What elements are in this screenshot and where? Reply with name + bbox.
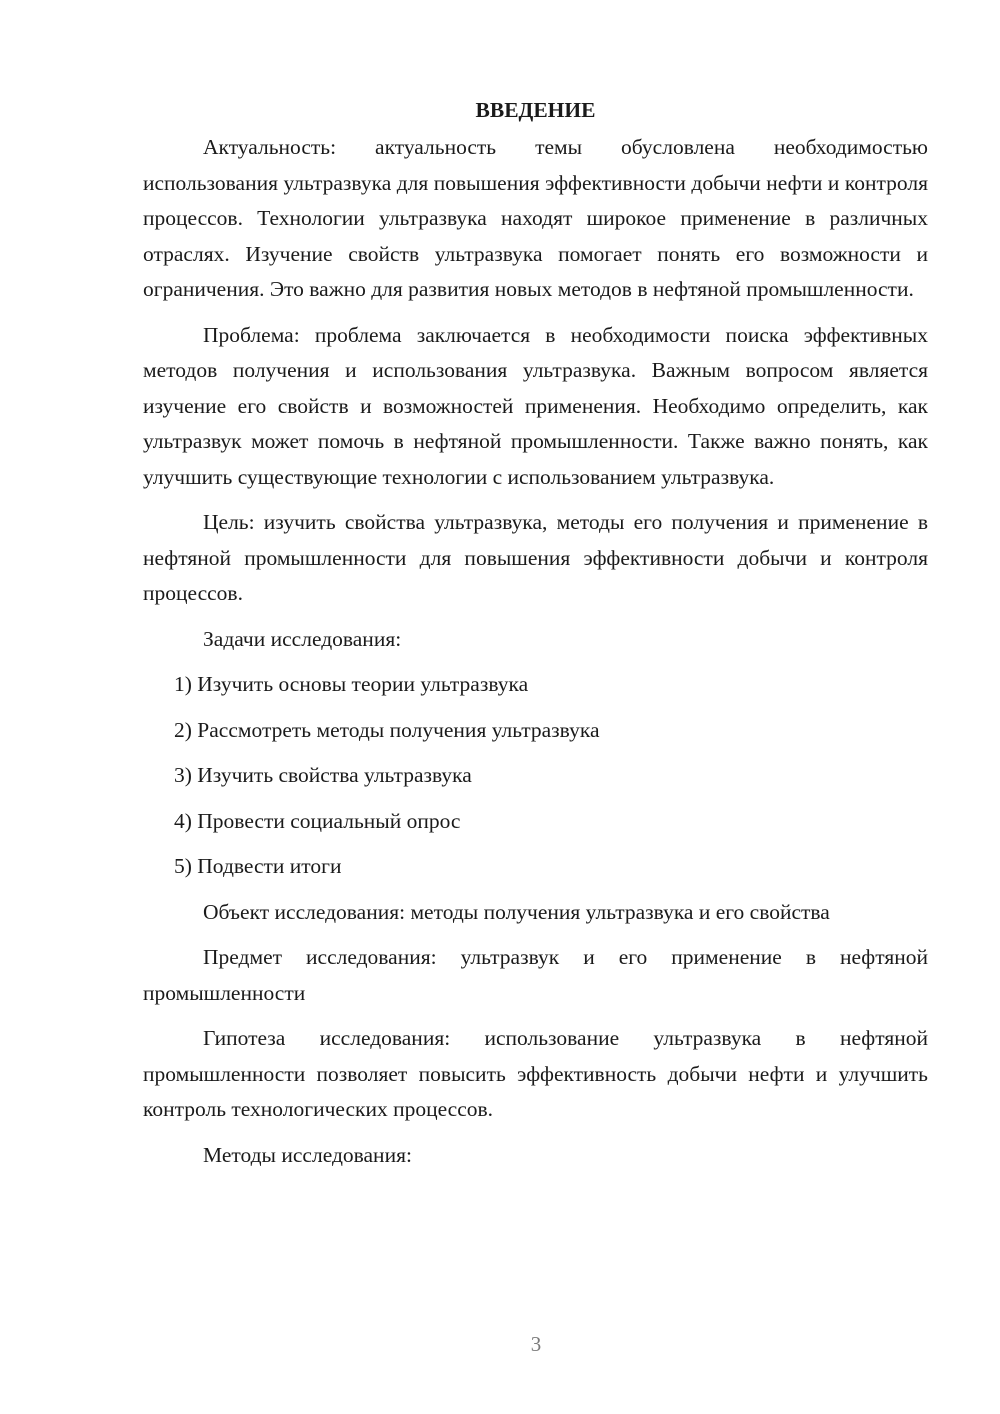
methods-heading: Методы исследования: xyxy=(203,1142,412,1167)
task-item: 5) Подвести итоги xyxy=(174,854,342,878)
problem-paragraph: Проблема: проблема заключается в необходимости поиска эффективных методов получения и использования ультразвука. Важным вопросом является изучение его свойств и возможностей применения. Необходимо определить, как ультразвук может помочь в нефтяной промышленности. Также важно понять, как улучшить существующие технологии с использованием ультразвука. xyxy=(143,322,928,489)
relevance-paragraph: Актуальность: актуальность темы обусловлена необходимостью использования ультразвука для повышения эффективности добычи нефти и контроля процессов. Технологии ультразвука находят широкое применение в различных отраслях. Изучение свойств ультразвука помогает понять его возможности и ограничения. Это важно для развития новых методов в нефтяной промышленности. xyxy=(143,135,928,301)
task-item: 2) Рассмотреть методы получения ультразвука xyxy=(174,717,600,742)
task-item: 3) Изучить свойства ультразвука xyxy=(174,763,472,787)
page-number: 3 xyxy=(530,1332,542,1356)
hypothesis-paragraph: Гипотеза исследования: использование ультразвука в нефтяной промышленности позволяет повысить эффективность добычи нефти и улучшить контроль технологических процессов. xyxy=(143,1026,928,1121)
task-item: 1) Изучить основы теории ультразвука xyxy=(174,672,529,696)
task-item: 4) Провести социальный опрос xyxy=(174,808,461,833)
tasks-heading: Задачи исследования: xyxy=(203,626,402,651)
section-title: ВВЕДЕНИЕ xyxy=(475,98,596,122)
subject-paragraph: Предмет исследования: ультразвук и его применение в нефтяной промышленности xyxy=(143,945,928,1005)
tasks-list xyxy=(143,667,928,885)
document-page xyxy=(143,90,928,1183)
object-paragraph: Объект исследования: методы получения ультразвука и его свойства xyxy=(203,899,830,924)
goal-paragraph: Цель: изучить свойства ультразвука, методы его получения и применение в нефтяной промышленности для повышения эффективности добычи и контроля процессов. xyxy=(143,510,928,605)
